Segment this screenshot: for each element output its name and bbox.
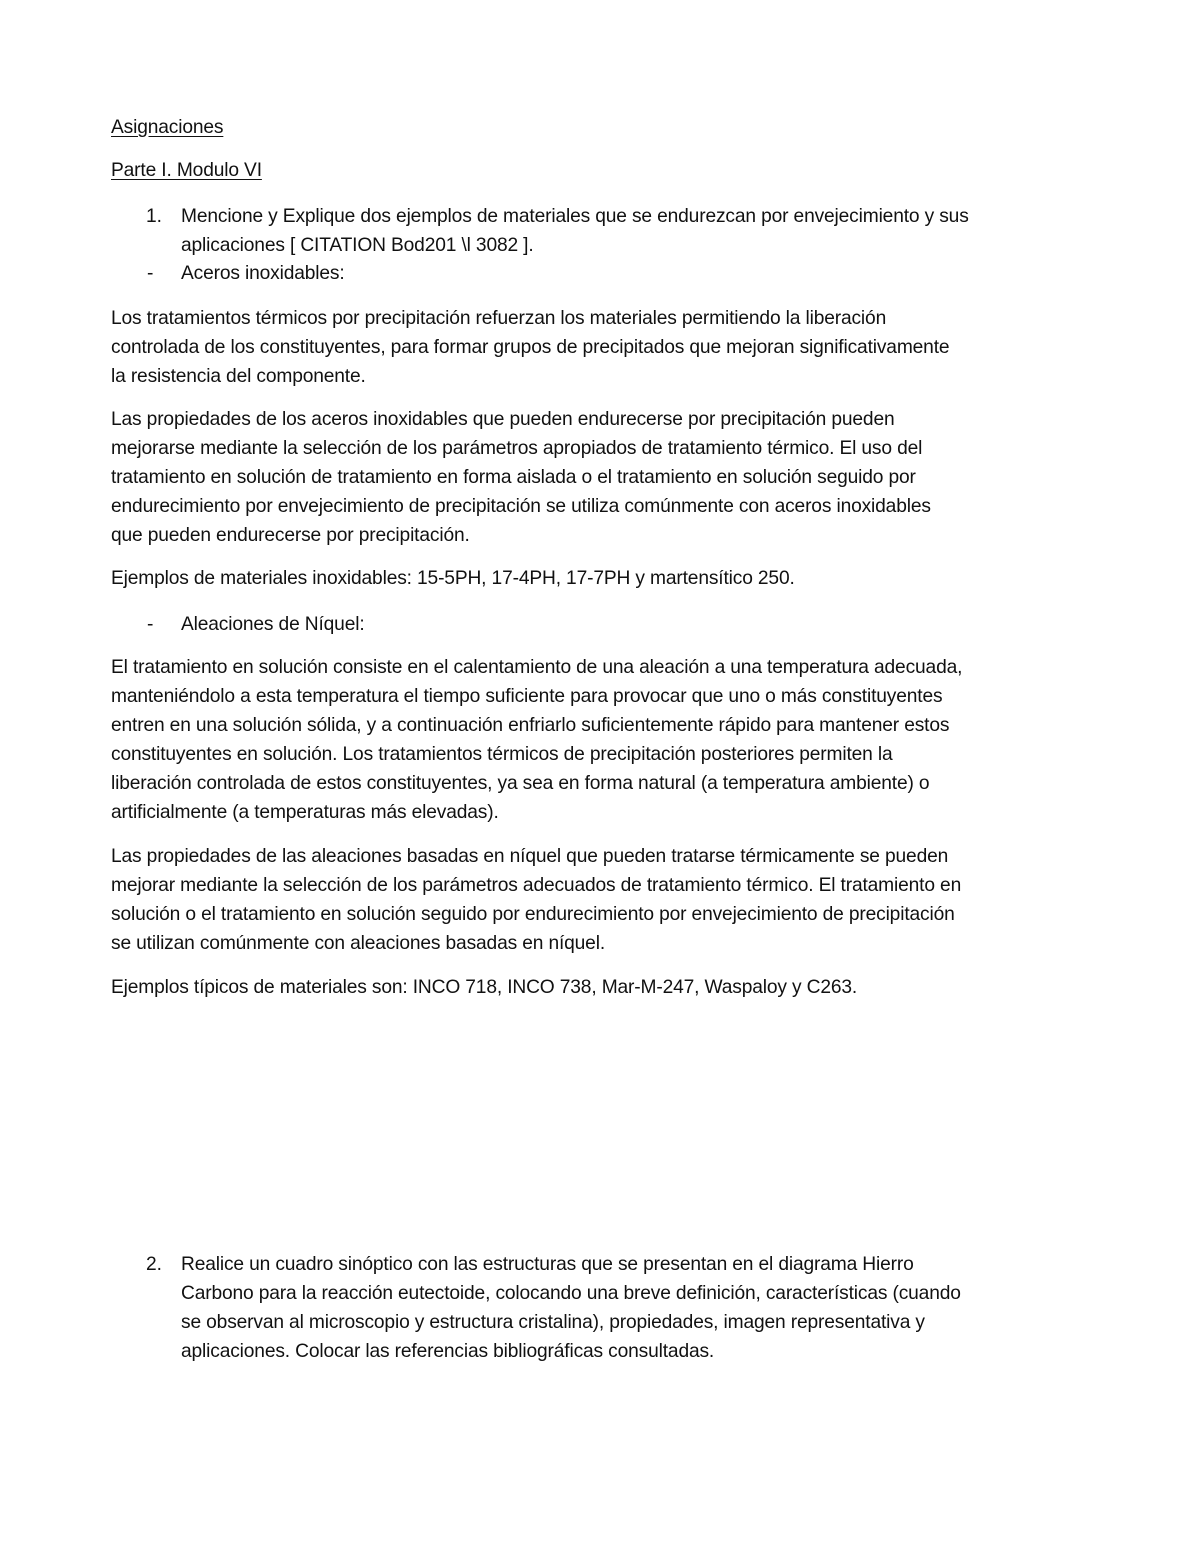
paragraph-line: artificialmente (a temperaturas más elevadas). [111, 802, 499, 823]
paragraph-line: mejorar mediante la selección de los parámetros adecuados de tratamiento térmico. El tratamiento en [111, 875, 962, 896]
paragraph-line: Las propiedades de los aceros inoxidables que pueden endurecerse por precipitación pueden [111, 409, 895, 430]
paragraph-line: liberación controlada de estos constituyentes, ya sea en forma natural (a temperatura ambiente) o [111, 773, 930, 794]
bullet-dash: - [147, 614, 154, 635]
paragraph-line: constituyentes en solución. Los tratamientos térmicos de precipitación posteriores permiten la [111, 744, 893, 765]
question-1-line: aplicaciones [ CITATION Bod201 \l 3082 ]. [181, 235, 534, 256]
question-2-line: aplicaciones. Colocar las referencias bibliográficas consultadas. [181, 1341, 715, 1362]
question-1-line: Mencione y Explique dos ejemplos de materiales que se endurezcan por envejecimiento y sus [181, 206, 969, 227]
paragraph-line: la resistencia del componente. [111, 366, 366, 387]
paragraph-line: endurecimiento por envejecimiento de precipitación se utiliza comúnmente con aceros inoxidables [111, 496, 931, 517]
question-2-line: Realice un cuadro sinóptico con las estructuras que se presentan en el diagrama Hierro [181, 1254, 914, 1275]
document-subtitle: Parte I. Modulo VI [111, 160, 262, 181]
question-2-line: se observan al microscopio y estructura cristalina), propiedades, imagen representativa y [181, 1312, 925, 1333]
paragraph-line: controlada de los constituyentes, para formar grupos de precipitados que mejoran significativamente [111, 337, 950, 358]
paragraph-line: mejorarse mediante la selección de los parámetros apropiados de tratamiento térmico. El uso del [111, 438, 923, 459]
paragraph-line: se utilizan comúnmente con aleaciones basadas en níquel. [111, 933, 605, 954]
document-title: Asignaciones [111, 117, 224, 138]
paragraph-line: solución o el tratamiento en solución seguido por endurecimiento por envejecimiento de precipitación [111, 904, 955, 925]
paragraph-line: que pueden endurecerse por precipitación. [111, 525, 470, 546]
paragraph-line: tratamiento en solución de tratamiento en forma aislada o el tratamiento en solución seguido por [111, 467, 916, 488]
paragraph-line: El tratamiento en solución consiste en el calentamiento de una aleación a una temperatura adecuada, [111, 657, 963, 678]
section-heading: Aceros inoxidables: [181, 263, 345, 284]
paragraph-line: entren en una solución sólida, y a continuación enfriarlo suficientemente rápido para mantener estos [111, 715, 950, 736]
bullet-dash: - [147, 263, 154, 284]
paragraph-line: Las propiedades de las aleaciones basadas en níquel que pueden tratarse térmicamente se pueden [111, 846, 949, 867]
question-1-number: 1. [146, 206, 163, 227]
section-heading: Aleaciones de Níquel: [181, 614, 365, 635]
examples-line: Ejemplos de materiales inoxidables: 15-5PH, 17-4PH, 17-7PH y martensítico 250. [111, 568, 795, 589]
paragraph-line: Los tratamientos térmicos por precipitación refuerzan los materiales permitiendo la liberación [111, 308, 887, 329]
paragraph-line: manteniéndolo a esta temperatura el tiempo suficiente para provocar que uno o más constituyentes [111, 686, 943, 707]
question-2-line: Carbono para la reacción eutectoide, colocando una breve definición, características (cuando [181, 1283, 961, 1304]
question-2-number: 2. [146, 1254, 163, 1275]
examples-line: Ejemplos típicos de materiales son: INCO 718, INCO 738, Mar-M-247, Waspaloy y C263. [111, 977, 858, 998]
